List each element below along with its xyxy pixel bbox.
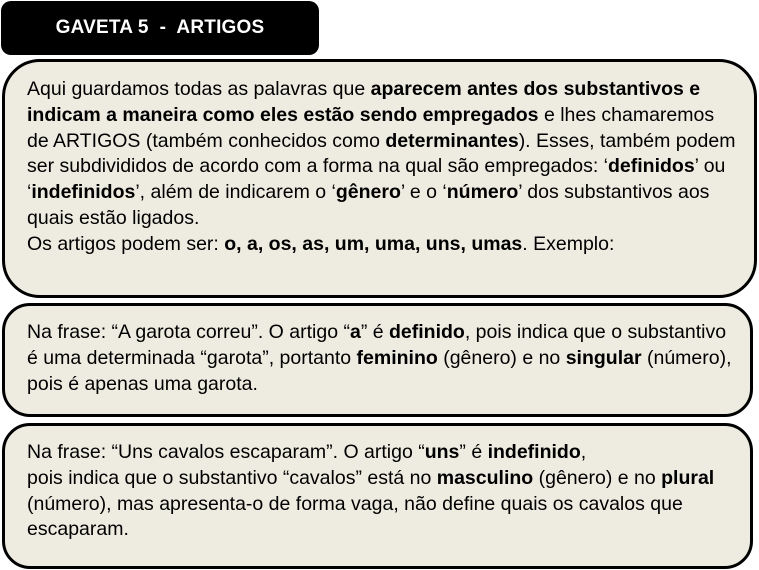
text-segment: ” é [459, 441, 488, 463]
text-segment: . Exemplo: [522, 232, 615, 255]
text-segment: (número), mas apresenta-o de forma vaga, não define quais os cavalos que escaparam. [27, 492, 683, 541]
example-definite-box [2, 303, 753, 417]
text-segment: , [580, 441, 587, 463]
text-segment: ). Esses, também podem ser subdivididos de acordo com a forma na qual são empregados: ‘ [27, 129, 736, 178]
bold-segment: definidos [608, 155, 695, 178]
bold-segment: uns [424, 441, 460, 463]
bold-segment: aparecem antes dos substantivos e indicam a maneira como eles estão sendo empregados [27, 78, 701, 126]
title-tab [1, 1, 319, 55]
bold-segment: plural [661, 466, 715, 489]
bold-segment: indefinido [487, 441, 581, 463]
text-segment: Na frase: “A garota correu”. O artigo “ [27, 321, 350, 343]
text-segment: ” é [360, 321, 390, 343]
bold-segment: feminino [356, 346, 438, 369]
text-segment: Os artigos podem ser: [27, 232, 225, 255]
page-title: GAVETA 5 - ARTIGOS [55, 17, 265, 38]
bold-segment: número [446, 181, 519, 204]
text-segment: Na frase: “Uns cavalos escaparam”. O artigo “ [27, 441, 425, 463]
text-segment: , pois indica que o substantivo é uma determinada “garota”, portanto [27, 321, 727, 369]
text-segment: (gênero) e no [533, 466, 662, 489]
intro-paragraph [27, 77, 740, 232]
intro-box [2, 59, 757, 298]
bold-segment: determinantes [385, 129, 519, 152]
bold-segment: definido [389, 321, 465, 343]
text-segment: e lhes chamaremos de ARTIGOS (também conhecidos como [27, 103, 715, 152]
text-segment: (gênero) e no [437, 346, 566, 369]
text-segment: (número), pois é apenas uma garota. [27, 346, 732, 395]
text-segment: ’, além de indicarem o ‘ [135, 181, 336, 204]
example-indefinite-rest [27, 466, 736, 543]
text-segment: ’ ou ‘ [27, 155, 726, 204]
example-indefinite-box [2, 423, 753, 569]
text-segment: Aqui guardamos todas as palavras que [27, 78, 371, 100]
bold-segment: singular [565, 346, 642, 369]
articles-list-line [27, 232, 740, 258]
bold-segment: masculino [436, 466, 534, 489]
articles-list: o, a, os, as, um, uma, uns, umas [224, 232, 523, 255]
bold-segment: indefinidos [31, 181, 136, 204]
example-indefinite-line1 [27, 440, 736, 466]
text-segment: ’ dos substantivos aos quais estão ligados. [27, 181, 710, 229]
text-segment: ’ e o ‘ [400, 181, 447, 204]
bold-segment: a [349, 321, 361, 343]
text-segment: pois indica que o substantivo “cavalos” está no [27, 466, 437, 489]
bold-segment: gênero [335, 181, 401, 204]
example-definite-paragraph [27, 320, 736, 397]
